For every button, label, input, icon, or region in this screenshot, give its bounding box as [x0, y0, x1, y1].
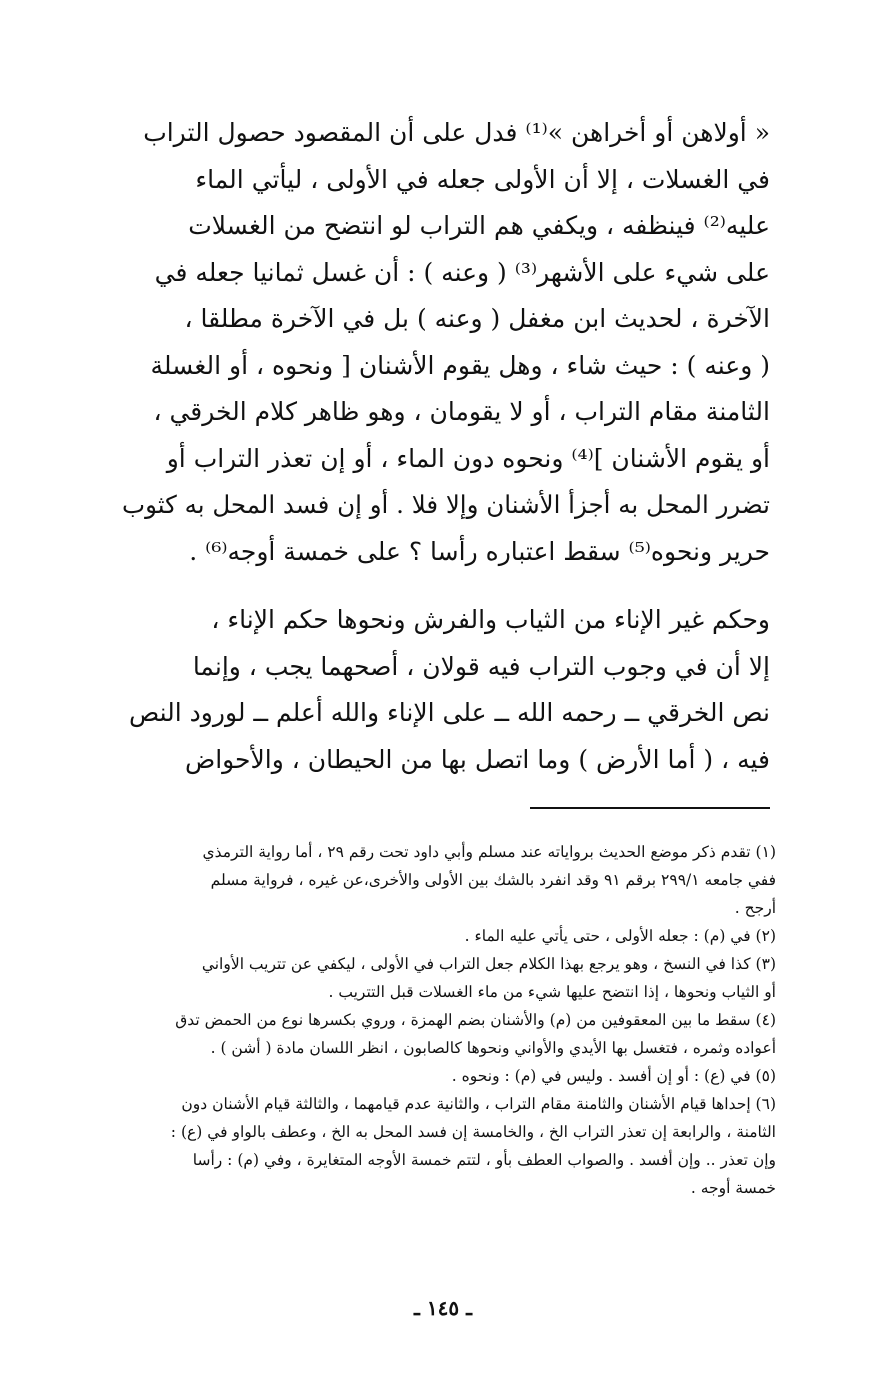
text-line: الثامنة مقام التراب ، أو لا يقومان ، وهو ظاهر كلام الخرقي ، [153, 397, 770, 426]
footnote-separator [530, 807, 770, 809]
footnote [108, 1006, 776, 1062]
text-line: « أولاهن أو أخراهن »⁽¹⁾ فدل على أن المقصود حصول التراب [143, 118, 770, 147]
footnote-line: أرجح . [734, 899, 776, 917]
text-line: نص الخرقي ــ رحمه الله ــ على الإناء والله أعلم ــ لورود النص [128, 698, 770, 727]
paragraph-1 [120, 110, 770, 575]
text-line: عليه⁽²⁾ فينظفه ، ويكفي هم التراب لو انتضح من الغسلات [188, 211, 770, 240]
footnote-line: (٣) كذا في النسخ ، وهو يرجع بهذا الكلام جعل التراب في الأولى ، ليكفي عن تتريب الأواني [201, 955, 776, 973]
footnote-line: أو الثياب ونحوها ، إذا انتضح عليها شيء من ماء الغسلات قبل التتريب . [328, 983, 776, 1001]
text-line: تضرر المحل به أجزأ الأشنان وإلا فلا . أو إن فسد المحل به كثوب [122, 490, 770, 519]
text-line: أو يقوم الأشنان ]⁽⁴⁾ ونحوه دون الماء ، أو إن تعذر التراب أو [166, 443, 770, 473]
text-line: ( وعنه ) : حيث شاء ، وهل يقوم الأشنان [ ونحوه ، أو الغسلة [150, 350, 770, 380]
text-line: الآخرة ، لحديث ابن مغفل ( وعنه ) بل في الآخرة مطلقا ، [184, 304, 770, 333]
footnote-line: ففي جامعه ٢٩٩/١ برقم ٩١ وقد انفرد بالشك بين الأولى والأخرى،عن غيره ، فرواية مسلم [210, 871, 776, 889]
footnote-line: (٢) في (م) : جعله الأولى ، حتى يأتي عليه الماء . [464, 927, 776, 945]
text-line: حرير ونحوه⁽⁵⁾ سقط اعتباره رأسا ؟ على خمسة أوجه⁽⁶⁾ . [189, 536, 770, 566]
footnote [108, 1062, 776, 1090]
main-text [120, 110, 770, 783]
footnote [108, 1090, 776, 1202]
footnote-line: (٦) إحداها قيام الأشنان والثامنة مقام التراب ، والثانية عدم قيامهما ، والثالثة قيام الأشنان دون [181, 1095, 776, 1113]
page-number: ـ ١٤٥ ـ [414, 1296, 472, 1320]
paragraph-gap [120, 575, 770, 597]
paragraph-2 [120, 597, 770, 783]
footnote-line: (٤) سقط ما بين المعقوفين من (م) والأشنان بضم الهمزة ، وروي بكسرها نوع من الحمض تدق [175, 1011, 776, 1029]
text-line: وحكم غير الإناء من الثياب والفرش ونحوها حكم الإناء ، [211, 605, 770, 634]
footnote-line: (٥) في (ع) : أو إن أفسد . وليس في (م) : ونحوه . [451, 1067, 776, 1085]
footnote-line: (١) تقدم ذكر موضع الحديث برواياته عند مسلم وأبي داود تحت رقم ٢٩ ، أما رواية الترمذي [202, 843, 776, 861]
footnote-line: الثامنة ، والرابعة إن تعذر التراب الخ ، والخامسة إن فسد المحل به الخ ، وعطف بالواو في (ع) : [170, 1123, 776, 1141]
text-line: على شيء على الأشهر⁽³⁾ ( وعنه ) : أن غسل ثمانيا جعله في [154, 257, 770, 287]
footnote [108, 838, 776, 922]
footnote [108, 950, 776, 1006]
footnote [108, 922, 776, 950]
footnotes [108, 838, 776, 1202]
text-line: إلا أن في وجوب التراب فيه قولان ، أصحهما يجب ، وإنما [192, 651, 770, 681]
text-line: في الغسلات ، إلا أن الأولى جعله في الأولى ، ليأتي الماء [195, 164, 770, 194]
footnote-line: وإن تعذر .. وإن أفسد . والصواب العطف بأو ، لتتم خمسة الأوجه المتغايرة ، وفي (م) : رأسا [192, 1151, 776, 1169]
text-line: فيه ، ( أما الأرض ) وما اتصل بها من الحيطان ، والأحواض [184, 744, 770, 774]
footnote-line: أعواده وثمره ، فتغسل بها الأيدي والأواني ونحوها كالصابون ، انظر اللسان مادة ( أشن ) . [210, 1039, 776, 1057]
footnote-line: خمسة أوجه . [690, 1179, 776, 1197]
